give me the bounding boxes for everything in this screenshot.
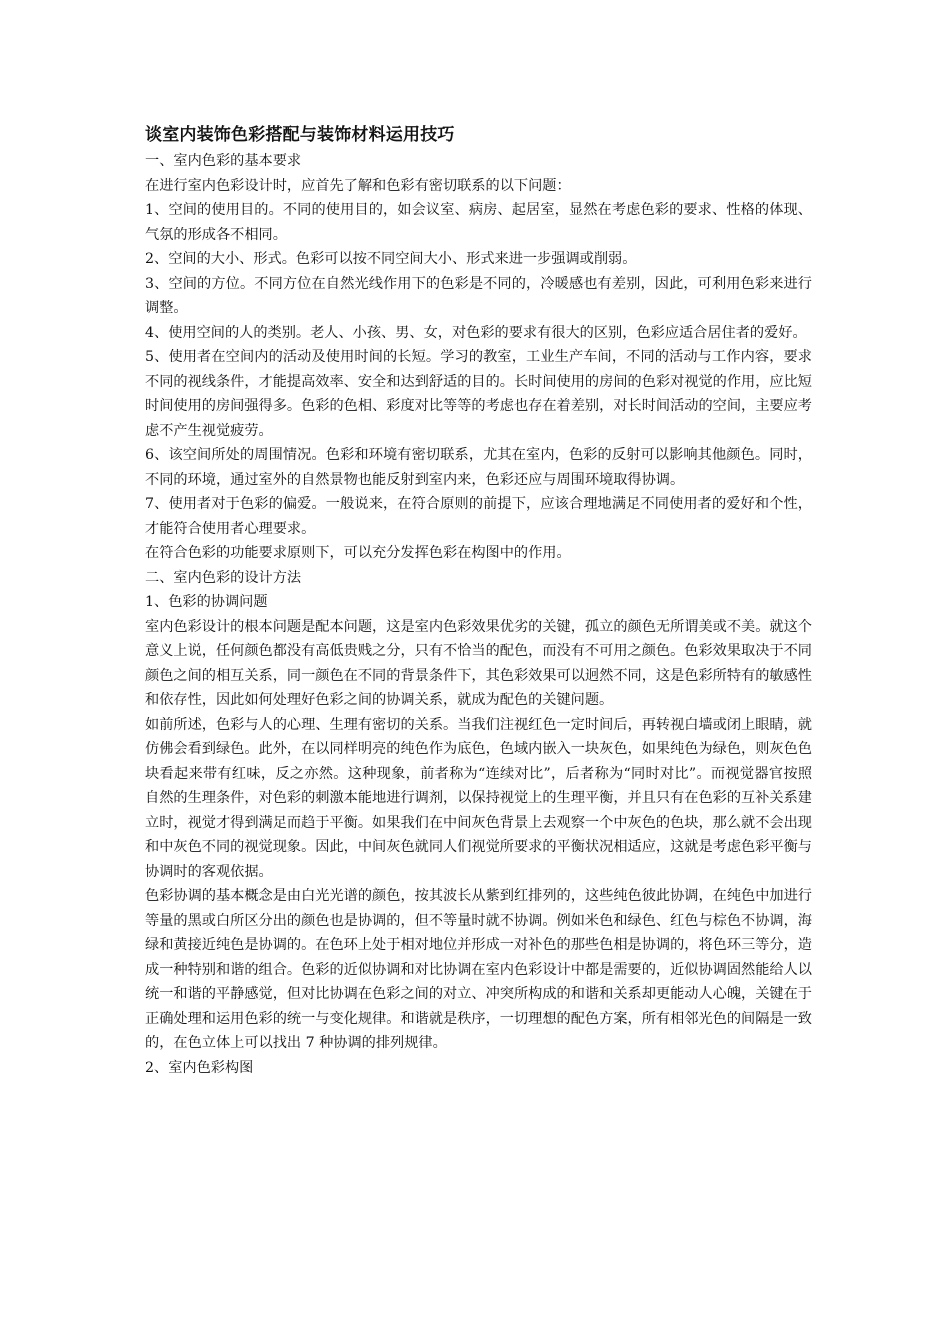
list-item-2: 2、空间的大小、形式。色彩可以按不同空间大小、形式来进一步强调或削弱。 — [145, 251, 637, 267]
section-heading-2: 二、室内色彩的设计方法 — [145, 569, 302, 586]
document-title: 谈室内装饰色彩搭配与装饰材料运用技巧 — [145, 125, 455, 145]
list-item-7: 7、使用者对于色彩的偏爱。一般说来，在符合原则的前提下，应该合理地满足不同使用者的爱好和个性，才能符合使用者心理要求。 — [145, 496, 812, 537]
subsection-heading-1: 1、色彩的协调问题 — [145, 594, 268, 610]
list-item-5: 5、使用者在空间内的活动及使用时间的长短。学习的教室，工业生产车间，不同的活动与工作内容，要求不同的视线条件，才能提高效率、安全和达到舒适的目的。长时间使用的房间的色彩对视觉的作用，应比短时间使用的房间强得多。色彩的色相、彩度对比等等的考虑也存在着差别，对长时间活动的空间，主要应考虑不产生视觉疲劳。 — [145, 349, 812, 439]
list-item-6: 6、该空间所处的周围情况。色彩和环境有密切联系，尤其在室内，色彩的反射可以影响其他颜色。同时，不同的环境，通过室外的自然景物也能反射到室内来，色彩还应与周围环境取得协调。 — [145, 447, 812, 488]
paragraph-body-3: 色彩协调的基本概念是由白光光谱的颜色，按其波长从紫到红排列的，这些纯色彼此协调，在纯色中加进行等量的黑或白所区分出的颜色也是协调的，但不等量时就不协调。例如米色和绿色、红色与棕色不协调，海绿和黄接近纯色是协调的。在色环上处于相对地位并形成一对补色的那些色相是协调的，将色环三等分，造成一种特别和谐的组合。色彩的近似协调和对比协调在室内色彩设计中都是需要的，近似协调固然能给人以统一和谐的平静感觉，但对比协调在色彩之间的对立、冲突所构成的和谐和关系却更能动人心魄，关键在于正确处理和运用色彩的统一与变化规律。和谐就是秩序，一切理想的配色方案，所有相邻光色的间隔是一致的，在色立体上可以找出 7 种协调的排列规律。 — [145, 888, 812, 1051]
paragraph-intro: 在进行室内色彩设计时，应首先了解和色彩有密切联系的以下问题： — [145, 177, 571, 194]
paragraph-body-1: 室内色彩设计的根本问题是配本问题，这是室内色彩效果优劣的关键，孤立的颜色无所谓美或不美。就这个意义上说，任何颜色都没有高低贵贱之分，只有不恰当的配色，而没有不可用之颜色。色彩效果取决于不同颜色之间的相互关系，同一颜色在不同的背景条件下，其色彩效果可以迥然不同，这是色彩所特有的敏感性和依存性，因此如何处理好色彩之间的协调关系，就成为配色的关键问题。 — [145, 618, 812, 708]
list-item-4: 4、使用空间的人的类别。老人、小孩、男、女，对色彩的要求有很大的区别，色彩应适合居住者的爱好。 — [145, 324, 807, 341]
paragraph-summary: 在符合色彩的功能要求原则下，可以充分发挥色彩在构图中的作用。 — [145, 545, 571, 561]
paragraph-body-2: 如前所述，色彩与人的心理、生理有密切的关系。当我们注视红色一定时间后，再转视白墙或闭上眼睛，就仿佛会看到绿色。此外，在以同样明亮的纯色作为底色，色域内嵌入一块灰色，如果纯色为绿色，则灰色色块看起来带有红味，反之亦然。这种现象，前者称为“连续对比”，后者称为“同时对比”。而视觉器官按照自然的生理条件，对色彩的刺激本能地进行调剂，以保持视觉上的生理平衡，并且只有在色彩的互补关系建立时，视觉才得到满足而趋于平衡。如果我们在中间灰色背景上去观察一个中灰色的色块，那么就不会出现和中灰色不同的视觉现象。因此，中间灰色就同人们视觉所要求的平衡状况相适应，这就是考虑色彩平衡与协调时的客观依据。 — [145, 716, 813, 880]
list-item-3: 3、空间的方位。不同方位在自然光线作用下的色彩是不同的，冷暖感也有差别，因此，可利用色彩来进行调整。 — [145, 275, 812, 316]
list-item-1: 1、空间的使用目的。不同的使用目的，如会议室、病房、起居室，显然在考虑色彩的要求、性格的体现、气氛的形成各不相同。 — [145, 202, 812, 243]
subsection-heading-2: 2、室内色彩构图 — [145, 1059, 254, 1076]
section-heading-1: 一、室内色彩的基本要求 — [145, 153, 302, 169]
document-page — [145, 122, 812, 1080]
